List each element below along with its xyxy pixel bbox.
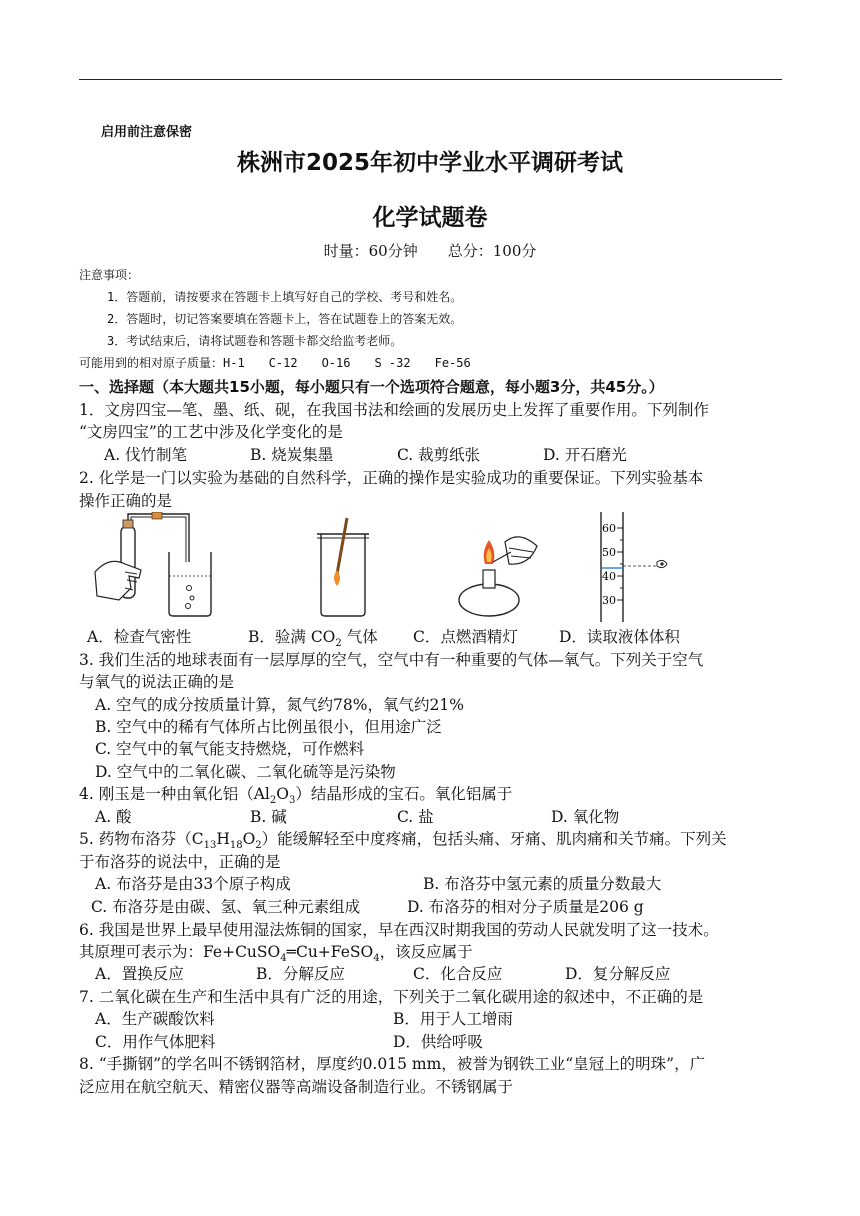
question-2-line1: 2. 化学是一门以实验为基础的自然科学，正确的操作是实验成功的重要保证。下列实验基本 bbox=[79, 469, 704, 487]
question-8-line2: 泛应用在航空航天、精密仪器等高端设备制造行业。不锈钢属于 bbox=[79, 1078, 514, 1096]
q3-option-c: C. 空气中的氧气能支持燃烧，可作燃料 bbox=[95, 740, 365, 758]
q2-option-c: C．点燃酒精灯 bbox=[413, 628, 518, 646]
q6-option-c: C．化合反应 bbox=[413, 965, 503, 983]
q5-option-d: D. 布洛芬的相对分子质量是206 g bbox=[407, 898, 644, 916]
q5-option-a: A. 布洛芬是由33个原子构成 bbox=[95, 875, 291, 893]
q6-option-b: B．分解反应 bbox=[256, 965, 345, 983]
q4-option-c: C. 盐 bbox=[397, 808, 434, 826]
q6-option-d: D．复分解反应 bbox=[565, 965, 671, 983]
scale-tick-label: 50 bbox=[602, 546, 616, 559]
q2-figures bbox=[79, 512, 782, 624]
q2-option-a: A．检查气密性 bbox=[87, 628, 192, 646]
confidential-label: 启用前注意保密 bbox=[101, 125, 193, 140]
question-3-line1: 3. 我们生活的地球表面有一层厚厚的空气，空气中有一种重要的气体—氧气。下列关于空气 bbox=[79, 651, 704, 669]
q4-option-a: A. 酸 bbox=[95, 808, 132, 826]
q4-option-d: D. 氧化物 bbox=[551, 808, 620, 826]
exam-meta: 时量：60分钟 总分：100分 bbox=[323, 242, 537, 260]
q5-option-b: B. 布洛芬中氢元素的质量分数最大 bbox=[423, 875, 662, 893]
exam-subtitle: 化学试题卷 bbox=[372, 205, 488, 231]
q3-option-a: A. 空气的成分按质量计算，氮气约78%，氧气约21% bbox=[95, 696, 464, 714]
q3-option-d: D. 空气中的二氧化碳、二氧化硫等是污染物 bbox=[95, 763, 396, 781]
q5-option-c: C. 布洛芬是由碳、氢、氧三种元素组成 bbox=[91, 898, 361, 916]
exam-title: 株洲市2025年初中学业水平调研考试 bbox=[236, 150, 623, 176]
section-heading: 一、选择题（本大题共15小题，每小题只有一个选项符合题意，每小题3分，共45分。） bbox=[79, 378, 664, 396]
question-6-line1: 6. 我国是世界上最早使用湿法炼铜的国家，早在西汉时期我国的劳动人民就发明了这一技术。 bbox=[79, 921, 719, 939]
alcohol-lamp-figure bbox=[449, 512, 549, 622]
q6-option-a: A．置换反应 bbox=[95, 965, 184, 983]
question-6-line2: 其原理可表示为：Fe+CuSO$_4$═Cu+FeSO$_4$，该反应属于 bbox=[79, 943, 473, 965]
header-rule bbox=[79, 79, 782, 80]
q7-option-c: C．用作气体肥料 bbox=[95, 1033, 216, 1051]
question-1-line1: 1．文房四宝—笔、墨、纸、砚，在我国书法和绘画的发展历史上发挥了重要作用。下列制作 bbox=[79, 401, 709, 419]
note-item: 2．答题时，切记答案要填在答题卡上，答在试题卷上的答案无效。 bbox=[107, 312, 463, 326]
q1-option-a: A. 伐竹制笔 bbox=[104, 446, 188, 464]
question-1-line2: “文房四宝”的工艺中涉及化学变化的是 bbox=[79, 423, 343, 441]
question-8-line1: 8. “手撕钢”的学名叫不锈钢箔材，厚度约0.015 mm，被誉为钢铁工业“皇冠上的明珠”，广 bbox=[79, 1055, 706, 1073]
scale-tick-label: 30 bbox=[602, 594, 616, 607]
note-item: 3．考试结束后，请将试题卷和答题卡都交给监考老师。 bbox=[107, 334, 403, 348]
q1-option-c: C. 裁剪纸张 bbox=[397, 446, 481, 464]
q7-option-d: D．供给呼吸 bbox=[393, 1033, 483, 1051]
scale-tick-label: 40 bbox=[602, 570, 616, 583]
q2-option-b: B．验满 $CO_2$ 气体 bbox=[248, 628, 378, 650]
scale-tick-label: 60 bbox=[602, 522, 616, 535]
q2-option-d: D．读取液体体积 bbox=[559, 628, 680, 646]
question-4-line1: 4. 刚玉是一种由氧化铝$(Al_2O_3)$结晶形成的宝石。氧化铝属于 bbox=[79, 785, 513, 807]
question-5-line1: 5. 药物布洛芬$(C_{13}H_{18}O_2)$能缓解轻至中度疼痛，包括头痛、牙痛、肌肉痛和关节痛。下列关 bbox=[79, 830, 727, 852]
q3-option-b: B. 空气中的稀有气体所占比例虽很小，但用途广泛 bbox=[95, 718, 442, 736]
notes-heading: 注意事项： bbox=[79, 268, 140, 282]
question-7-line1: 7. 二氧化碳在生产和生活中具有广泛的用途，下列关于二氧化碳用途的叙述中，不正确的是 bbox=[79, 988, 704, 1006]
question-3-line2: 与氧气的说法正确的是 bbox=[79, 673, 235, 691]
q7-option-a: A．生产碳酸饮料 bbox=[95, 1010, 215, 1028]
airtightness-check-figure bbox=[89, 512, 239, 622]
q1-option-b: B. 烧炭集墨 bbox=[250, 446, 334, 464]
co2-full-test-figure bbox=[307, 512, 387, 622]
note-item: 1．答题前，请按要求在答题卡上填写好自己的学校、考号和姓名。 bbox=[107, 290, 463, 304]
atomic-masses: 可能用到的相对原子质量：H-1 C-12 O-16 S -32 Fe-56 bbox=[79, 356, 471, 370]
q7-option-b: B．用于人工增雨 bbox=[393, 1010, 513, 1028]
q4-option-b: B. 碱 bbox=[250, 808, 287, 826]
q1-option-d: D. 开石磨光 bbox=[543, 446, 627, 464]
graduated-cylinder-figure bbox=[587, 512, 687, 622]
question-2-line2: 操作正确的是 bbox=[79, 492, 173, 510]
question-5-line2: 于布洛芬的说法中，正确的是 bbox=[79, 853, 281, 871]
